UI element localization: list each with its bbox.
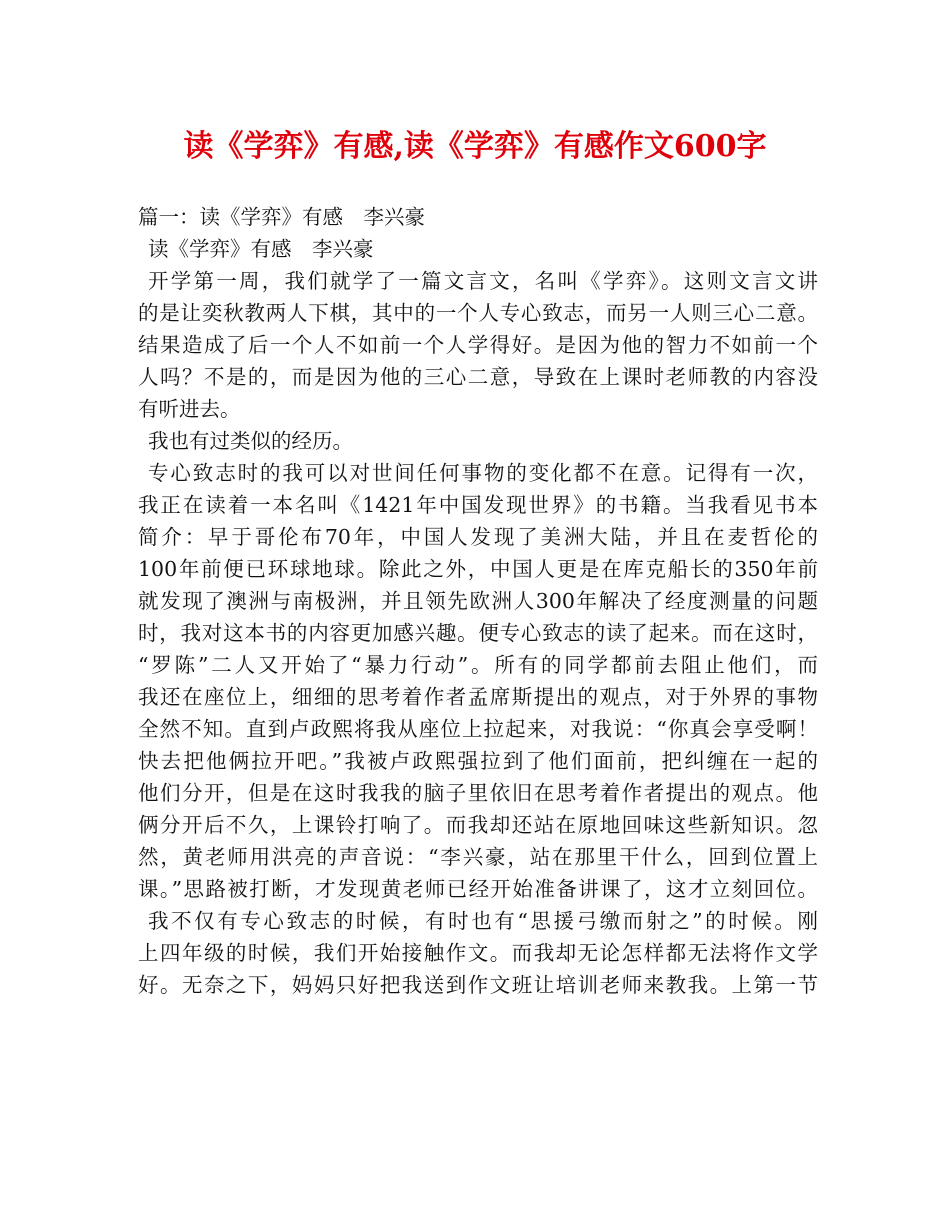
text-line: 篇一：读《学弈》有感 李兴豪 — [138, 205, 425, 229]
text-line: 简介：早于哥伦布70年，中国人发现了美洲大陆，并且在麦哲伦的 — [138, 525, 818, 549]
document-title: 读《学弈》有感,读《学弈》有感作文600字 — [183, 129, 767, 164]
text-line: 他们分开，但是在这时我我的脑子里依旧在思考着作者提出的观点。他 — [138, 781, 818, 805]
text-line: 好。无奈之下，妈妈只好把我送到作文班让培训老师来教我。上第一节 — [138, 973, 818, 997]
text-line: 就发现了澳洲与南极洲，并且领先欧洲人300年解决了经度测量的问题 — [138, 589, 818, 613]
text-line: 全然不知。直到卢政熙将我从座位上拉起来，对我说：“你真会享受啊！ — [138, 717, 818, 741]
text-line: 然，黄老师用洪亮的声音说：“李兴豪，站在那里干什么，回到位置上 — [138, 845, 818, 869]
text-line: 开学第一周，我们就学了一篇文言文，名叫《学弈》。这则文言文讲 — [148, 269, 818, 293]
text-line: 的是让奕秋教两人下棋，其中的一个人专心致志，而另一人则三心二意。 — [138, 301, 818, 325]
text-line: 我还在座位上，细细的思考着作者孟席斯提出的观点，对于外界的事物 — [138, 685, 818, 709]
text-line: 我不仅有专心致志的时候，有时也有“思援弓缴而射之”的时候。刚 — [148, 909, 818, 933]
text-line: 专心致志时的我可以对世间任何事物的变化都不在意。记得有一次， — [148, 461, 818, 485]
text-line: 我正在读着一本名叫《1421年中国发现世界》的书籍。当我看见书本 — [138, 493, 818, 517]
text-line: 快去把他俩拉开吧。”我被卢政熙强拉到了他们面前，把纠缠在一起的 — [138, 749, 818, 773]
text-line: 上四年级的时候，我们开始接触作文。而我却无论怎样都无法将作文学 — [138, 941, 818, 965]
text-line: 结果造成了后一个人不如前一个人学得好。是因为他的智力不如前一个 — [138, 333, 818, 357]
text-line: 人吗？不是的，而是因为他的三心二意，导致在上课时老师教的内容没 — [138, 365, 818, 389]
text-line: 读《学弈》有感 李兴豪 — [148, 237, 374, 261]
text-line: 100年前便已环球地球。除此之外，中国人更是在库克船长的350年前 — [138, 557, 818, 581]
text-line: 俩分开后不久，上课铃打响了。而我却还站在原地回味这些新知识。忽 — [138, 813, 818, 837]
text-line: 时，我对这本书的内容更加感兴趣。便专心致志的读了起来。而在这时， — [138, 621, 818, 645]
text-line: 课。”思路被打断，才发现黄老师已经开始准备讲课了，这才立刻回位。 — [138, 877, 818, 901]
text-line: “罗陈”二人又开始了“暴力行动”。所有的同学都前去阻止他们，而 — [138, 653, 818, 677]
text-line: 我也有过类似的经历。 — [148, 429, 353, 453]
text-line: 有听进去。 — [138, 397, 241, 421]
document-body — [138, 201, 818, 1001]
